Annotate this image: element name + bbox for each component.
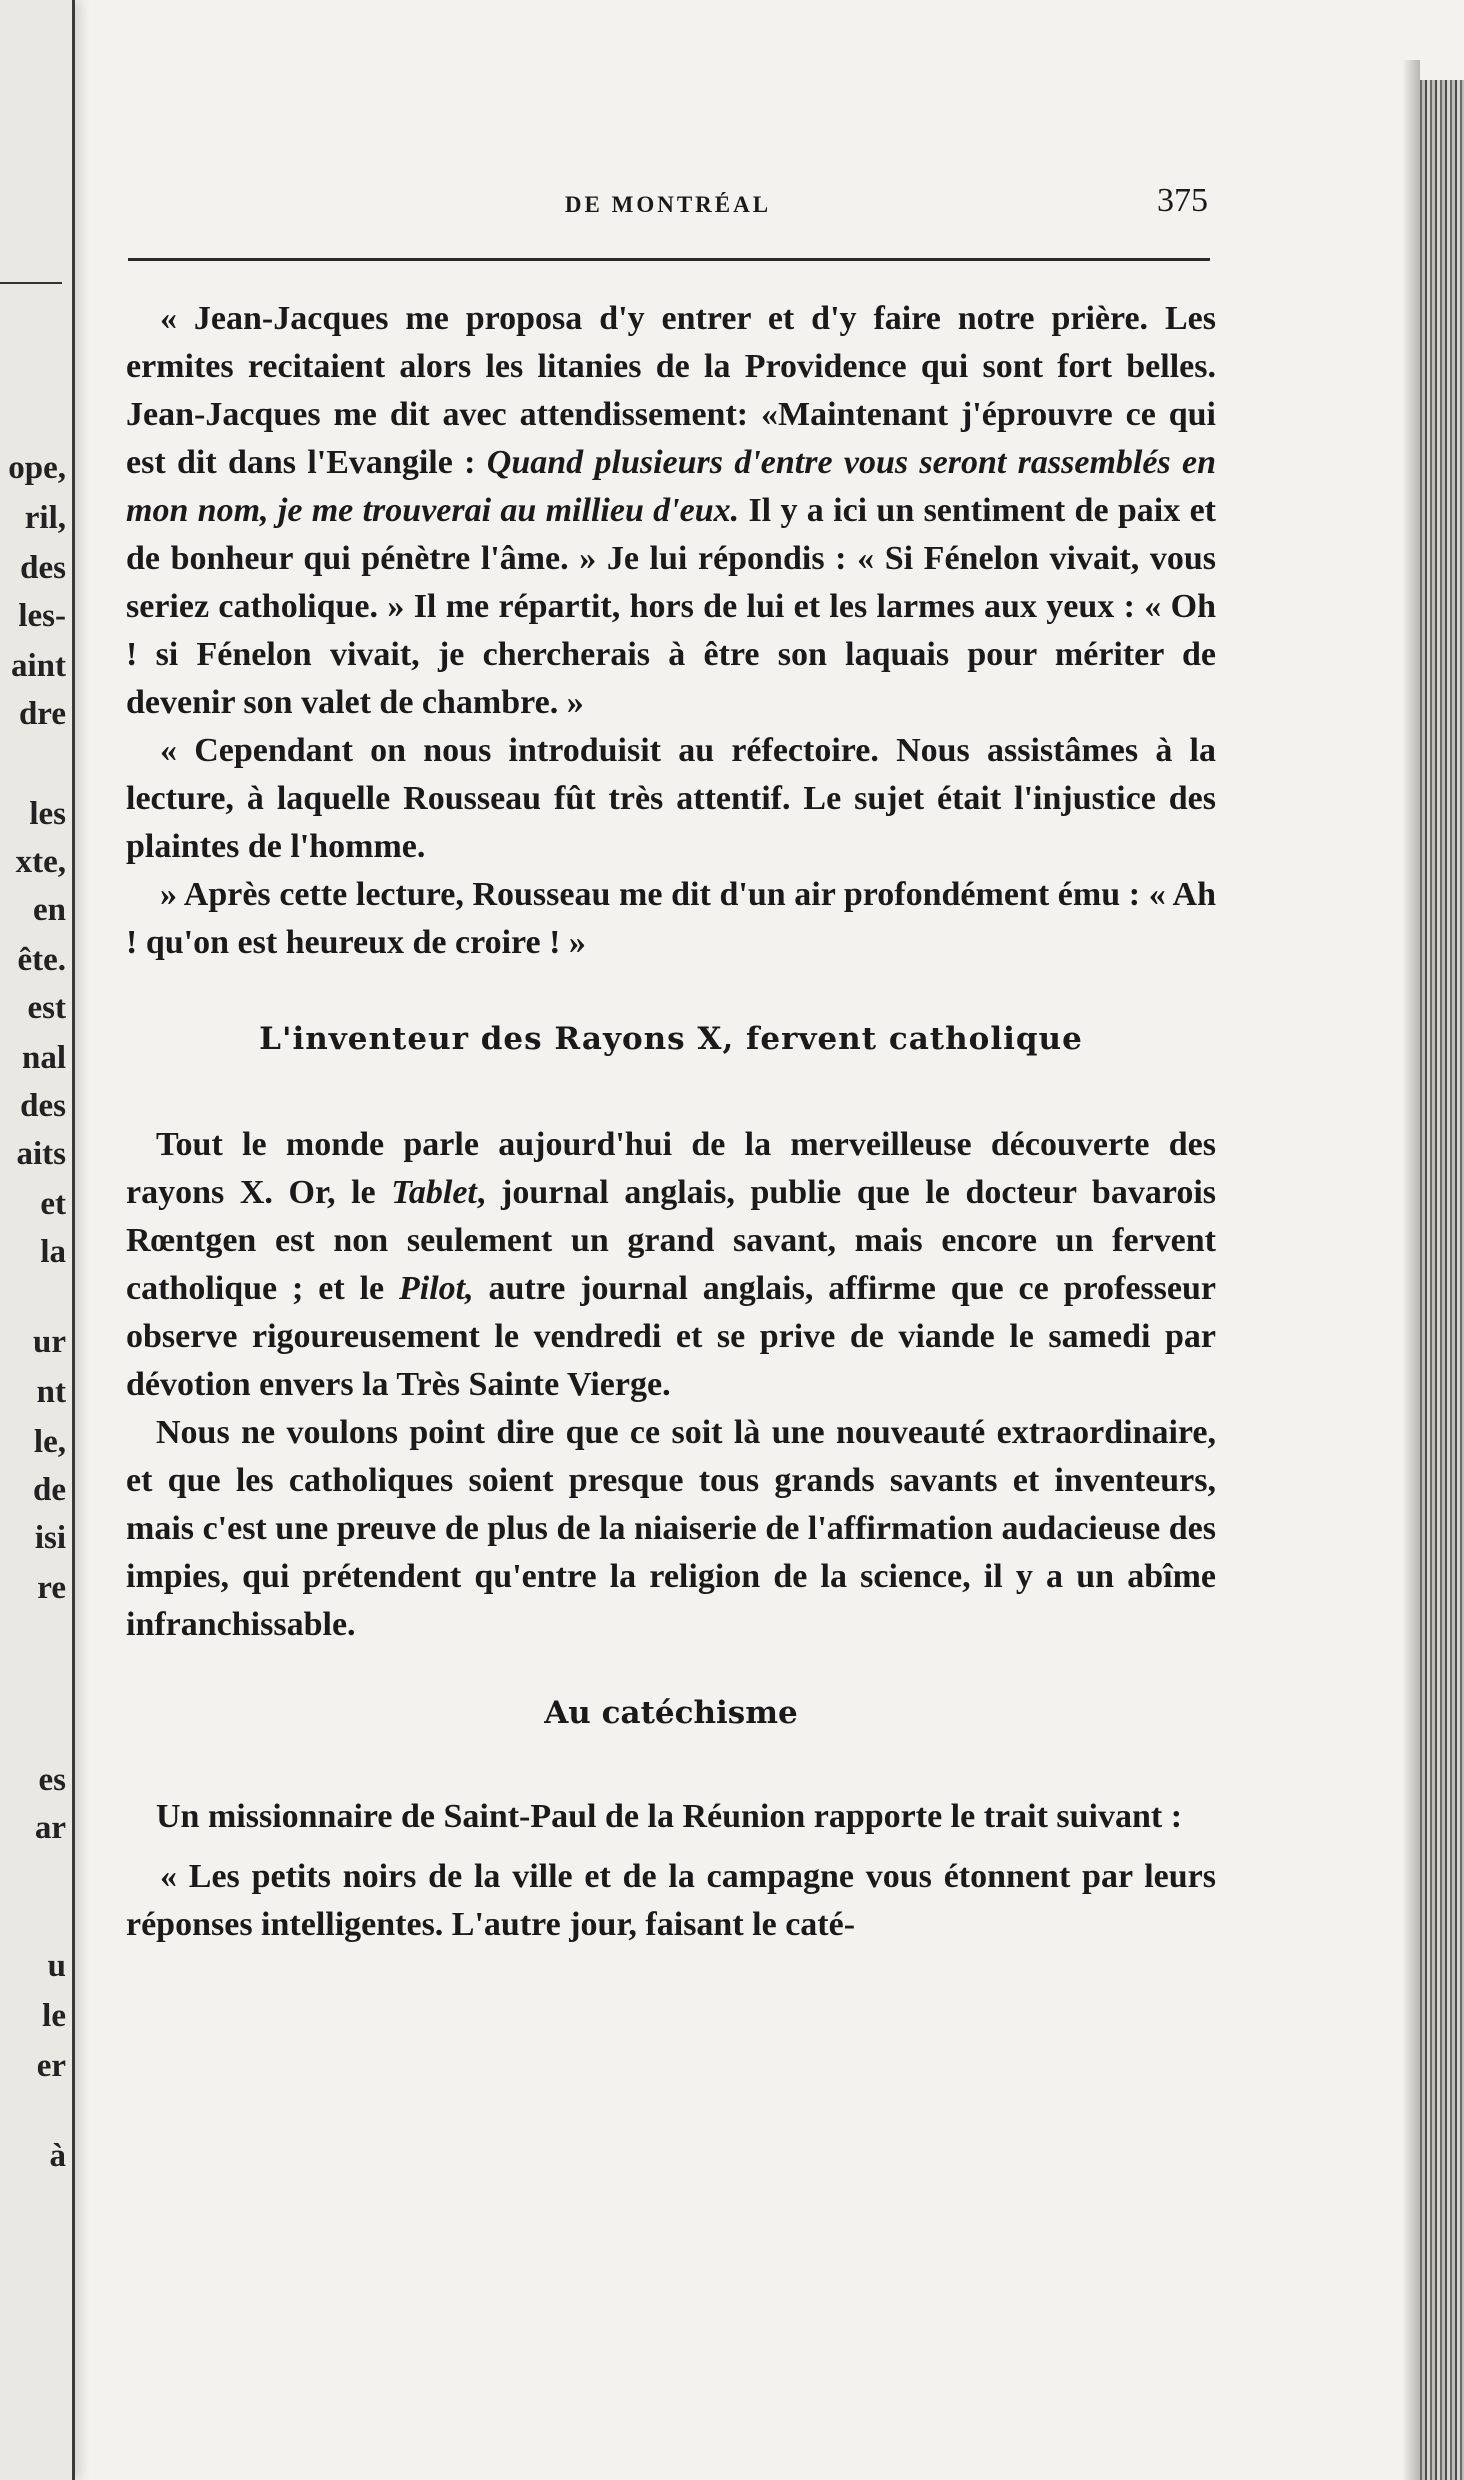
paragraph: » Après cette lecture, Rousseau me dit d'un air profondément ému : « Ah ! qu'on est heureux de croire ! » <box>126 876 1216 961</box>
gutter-fragment: et <box>40 1188 66 1221</box>
gutter-fragment: des <box>20 1090 66 1123</box>
gutter-fragment: u <box>47 1950 66 1983</box>
gutter-fragment: à <box>49 2140 66 2173</box>
text-run: « Jean-Jacques me proposa d'y entrer et d'y faire notre prière. Les ermites recitaient alors les litanies de la Providence qui sont fort belles. Jean-Jacques me dit avec attendissement: «Maintenant j'éprouvre ce qui est dit dans l'Evangile : <box>126 300 1216 481</box>
gutter-fragment: re <box>37 1572 66 1605</box>
text-run: , journal anglais, publie que le docteur bavarois Rœntgen est non seulement un grand savant, mais encore un fervent catholique ; et le <box>126 1174 1216 1307</box>
gutter-fragment: les- <box>18 600 66 633</box>
paragraph: « Les petits noirs de la ville et de la campagne vous étonnent par leurs réponses intelligentes. L'autre jour, faisant le caté- <box>126 1858 1216 1943</box>
gutter-rule <box>0 282 62 284</box>
paragraph <box>126 1121 1216 1409</box>
paragraph <box>126 295 1216 727</box>
page-number: 375 <box>1157 182 1208 219</box>
gutter-fragment: ar <box>34 1812 66 1845</box>
text-run: Tout le monde parle aujourd'hui de la merveilleuse découverte des rayons X. Or, le <box>126 1126 1216 1211</box>
section-heading: Au catéchisme <box>544 1695 798 1731</box>
gutter-fragment: nal <box>21 1042 66 1075</box>
page-header <box>128 180 1208 240</box>
gutter-fragment: nt <box>36 1376 66 1409</box>
header-rule <box>128 258 1210 261</box>
previous-page-gutter <box>0 0 75 2480</box>
italic-quote: Quand plusieurs d'entre vous seront rassemblés en mon nom, je me trouverai au millieu d'eux. <box>126 444 1216 529</box>
italic-title: Pilot, <box>399 1270 474 1307</box>
gutter-fragment: aits <box>16 1138 66 1171</box>
gutter-fragment: est <box>27 992 66 1025</box>
gutter-fragment: dre <box>18 698 66 731</box>
gutter-fragment: la <box>40 1236 66 1269</box>
gutter-fragment: er <box>36 2050 66 2083</box>
running-head: DE MONTRÉAL <box>564 192 772 217</box>
gutter-fragment: es <box>38 1764 66 1797</box>
gutter-fragment: le, <box>33 1426 66 1459</box>
book-page-edges <box>1420 80 1464 2480</box>
paragraph: Nous ne voulons point dire que ce soit là une nouveauté extraordinaire, et que les catholiques soient presque tous grands savants et inventeurs, mais c'est une preuve de plus de la niaiserie de l'affirmation audacieuse des impies, qui prétendent qu'entre la religion de la science, il y a un abîme infranchissable. <box>126 1414 1216 1643</box>
gutter-fragment: xte, <box>15 846 66 879</box>
page-edge-shadow <box>1402 60 1420 2480</box>
gutter-fragment: le <box>42 2000 66 2033</box>
text-run: Il y a ici un sentiment de paix et de bonheur qui pénètre l'âme. » Je lui répondis : « Si Fénelon vivait, vous seriez catholique. » Il me répartit, hors de lui et les larmes aux yeux : « Oh ! si Fénelon vivait, je chercherais à être son laquais pour mériter de devenir son valet de chambre. » <box>126 492 1216 721</box>
gutter-fragment: des <box>20 552 66 585</box>
gutter-fragment: ête. <box>17 944 66 977</box>
gutter-fragment: isi <box>34 1522 66 1555</box>
gutter-fragment: ur <box>33 1326 66 1359</box>
page-body <box>126 295 1216 1949</box>
gutter-fragment: aint <box>10 650 66 683</box>
text-run: autre journal anglais, affirme que ce professeur observe rigoureusement le vendredi et se prive de viande le samedi par dévotion envers la Très Sainte Vierge. <box>126 1270 1216 1403</box>
gutter-fragment: en <box>33 894 66 927</box>
section-heading: L'inventeur des Rayons X, fervent catholique <box>259 1021 1083 1057</box>
gutter-fragment: les <box>29 798 66 831</box>
gutter-fragment: ril, <box>24 502 66 535</box>
gutter-fragment: de <box>33 1474 66 1507</box>
paragraph: « Cependant on nous introduisit au réfectoire. Nous assistâmes à la lecture, à laquelle Rousseau fût très attentif. Le sujet était l'injustice des plaintes de l'homme. <box>126 732 1216 865</box>
paragraph: Un missionnaire de Saint-Paul de la Réunion rapporte le trait suivant : <box>156 1798 1183 1835</box>
italic-title: Tablet <box>391 1174 477 1211</box>
gutter-fragment: ope, <box>8 452 66 485</box>
